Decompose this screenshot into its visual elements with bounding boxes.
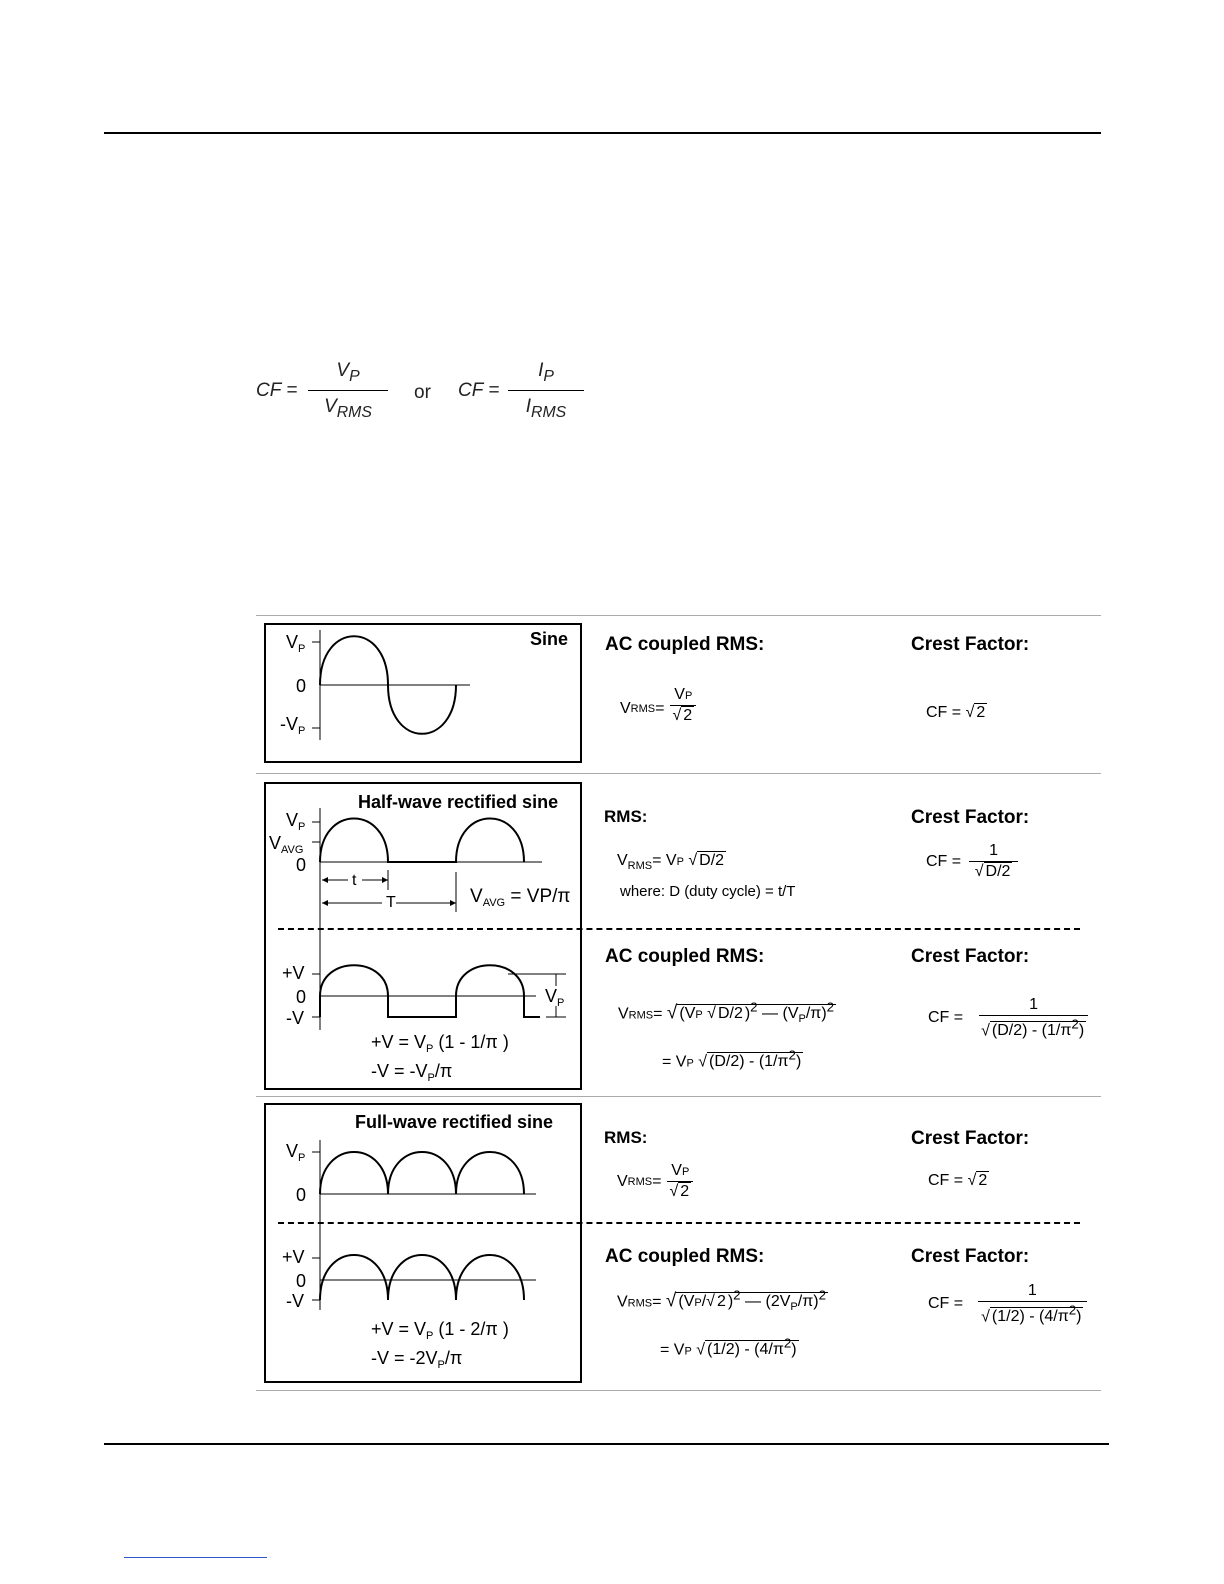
full-ac-cf-header: Crest Factor: — [911, 1246, 1030, 1267]
full-cf-header: Crest Factor: — [911, 1128, 1030, 1149]
full-ac-y-pos: +V — [282, 1247, 305, 1267]
full-ac-rms-formula: VRMS= √ (VP/√ 2 )$^2$ — $(2V_P/\pi)^2$ — [617, 1288, 826, 1314]
formula-vp: $V_P$ — [336, 360, 360, 385]
full-cf-formula: CF = √ 2 — [928, 1172, 988, 1189]
sine-rms-header: AC coupled RMS: — [605, 634, 765, 655]
full-rms-formula: V RMS = $\frac{VP}{√ 2}$ — [617, 1162, 695, 1201]
half-ac-rms-line2: = VP √ $(D/2) - (1/\pi^2)$ — [662, 1048, 802, 1071]
formula-vrms: $V_{RMS}$ — [324, 396, 372, 421]
half-ac-y-neg: -V — [286, 1008, 304, 1028]
half-ac-y-pos: +V — [282, 963, 305, 983]
sine-y-zero: 0 — [296, 676, 307, 696]
formula-cf-label: CF = — [256, 380, 298, 401]
half-wave-title: Half-wave rectified sine — [358, 792, 559, 812]
half-ac-rms-formula: VRMS= √ (VP √ D/2 )$^2$ — $(V_P/\pi)^2$ — [618, 1000, 835, 1026]
half-t-small: t — [352, 872, 357, 889]
half-rms-where: where: D (duty cycle) = t/T — [620, 883, 796, 900]
full-y-vp: $V_P$ — [286, 1141, 306, 1164]
half-ac-cf-formula: CF = $\frac{1}{√ (D/2) - (1/\pi^2)}$ — [928, 996, 1090, 1040]
half-ac-vp-label: $V_P$ — [545, 986, 565, 1009]
half-rms-header: RMS: — [604, 807, 648, 826]
formula-ip: $I_P$ — [538, 360, 554, 385]
formula-cf-label-2: CF = — [458, 380, 500, 401]
full-ac-pos-def: $+V = V_P$ (1 - 2/π ) — [371, 1319, 509, 1342]
full-rms-header: RMS: — [604, 1128, 648, 1147]
full-wave-title: Full-wave rectified sine — [355, 1112, 554, 1132]
half-vavg-formula: $V_{AVG} = VP/\pi$ — [470, 886, 571, 909]
full-ac-cf-formula: CF = $\frac{1}{√ (1/2) - (4/\pi^2)}$ — [928, 1282, 1087, 1326]
half-cf-header: Crest Factor: — [911, 807, 1030, 828]
sine-cf-formula: CF = √ 2 — [926, 704, 986, 721]
sine-y-neg: $-V_P$ — [280, 714, 306, 737]
half-ac-y-zero: 0 — [296, 987, 307, 1007]
half-t-big: T — [386, 894, 396, 911]
full-ac-y-zero: 0 — [296, 1271, 307, 1291]
half-y-zero: 0 — [296, 855, 307, 875]
half-ac-pos-def: $+V = V_P$ (1 - 1/π ) — [371, 1032, 509, 1055]
full-wave-divider — [278, 1222, 1080, 1224]
full-ac-neg-def: $-V = -2V_P/\pi$ — [371, 1348, 463, 1371]
formula-irms: $I_{RMS}$ — [525, 396, 567, 421]
sine-title: Sine — [530, 629, 569, 649]
full-ac-rms-header: AC coupled RMS: — [605, 1246, 765, 1267]
half-rms-formula: $V_{RMS}=$ VP √ D/2 — [617, 852, 725, 872]
half-ac-cf-header: Crest Factor: — [911, 946, 1030, 967]
full-y-zero: 0 — [296, 1185, 307, 1205]
formula-or: or — [414, 382, 431, 403]
half-y-vp: $V_P$ — [286, 810, 306, 833]
sine-rms-formula: V RMS = $\frac{VP}{√ 2}$ — [620, 692, 698, 725]
full-ac-rms-line2: = VP √ $(1/2) - (4/\pi^2)$ — [660, 1336, 797, 1359]
sine-y-vp: $V_P$ — [286, 632, 306, 655]
full-ac-y-neg: -V — [286, 1291, 304, 1311]
half-cf-formula: CF = $\frac{1}{√ D/2}$ — [926, 842, 1018, 881]
sine-cf-header: Crest Factor: — [911, 634, 1030, 655]
half-ac-rms-header: AC coupled RMS: — [605, 946, 765, 967]
half-y-vavg: $V_{AVG}$ — [269, 833, 304, 856]
half-ac-neg-def: $-V = -V_P/\pi$ — [371, 1061, 453, 1084]
